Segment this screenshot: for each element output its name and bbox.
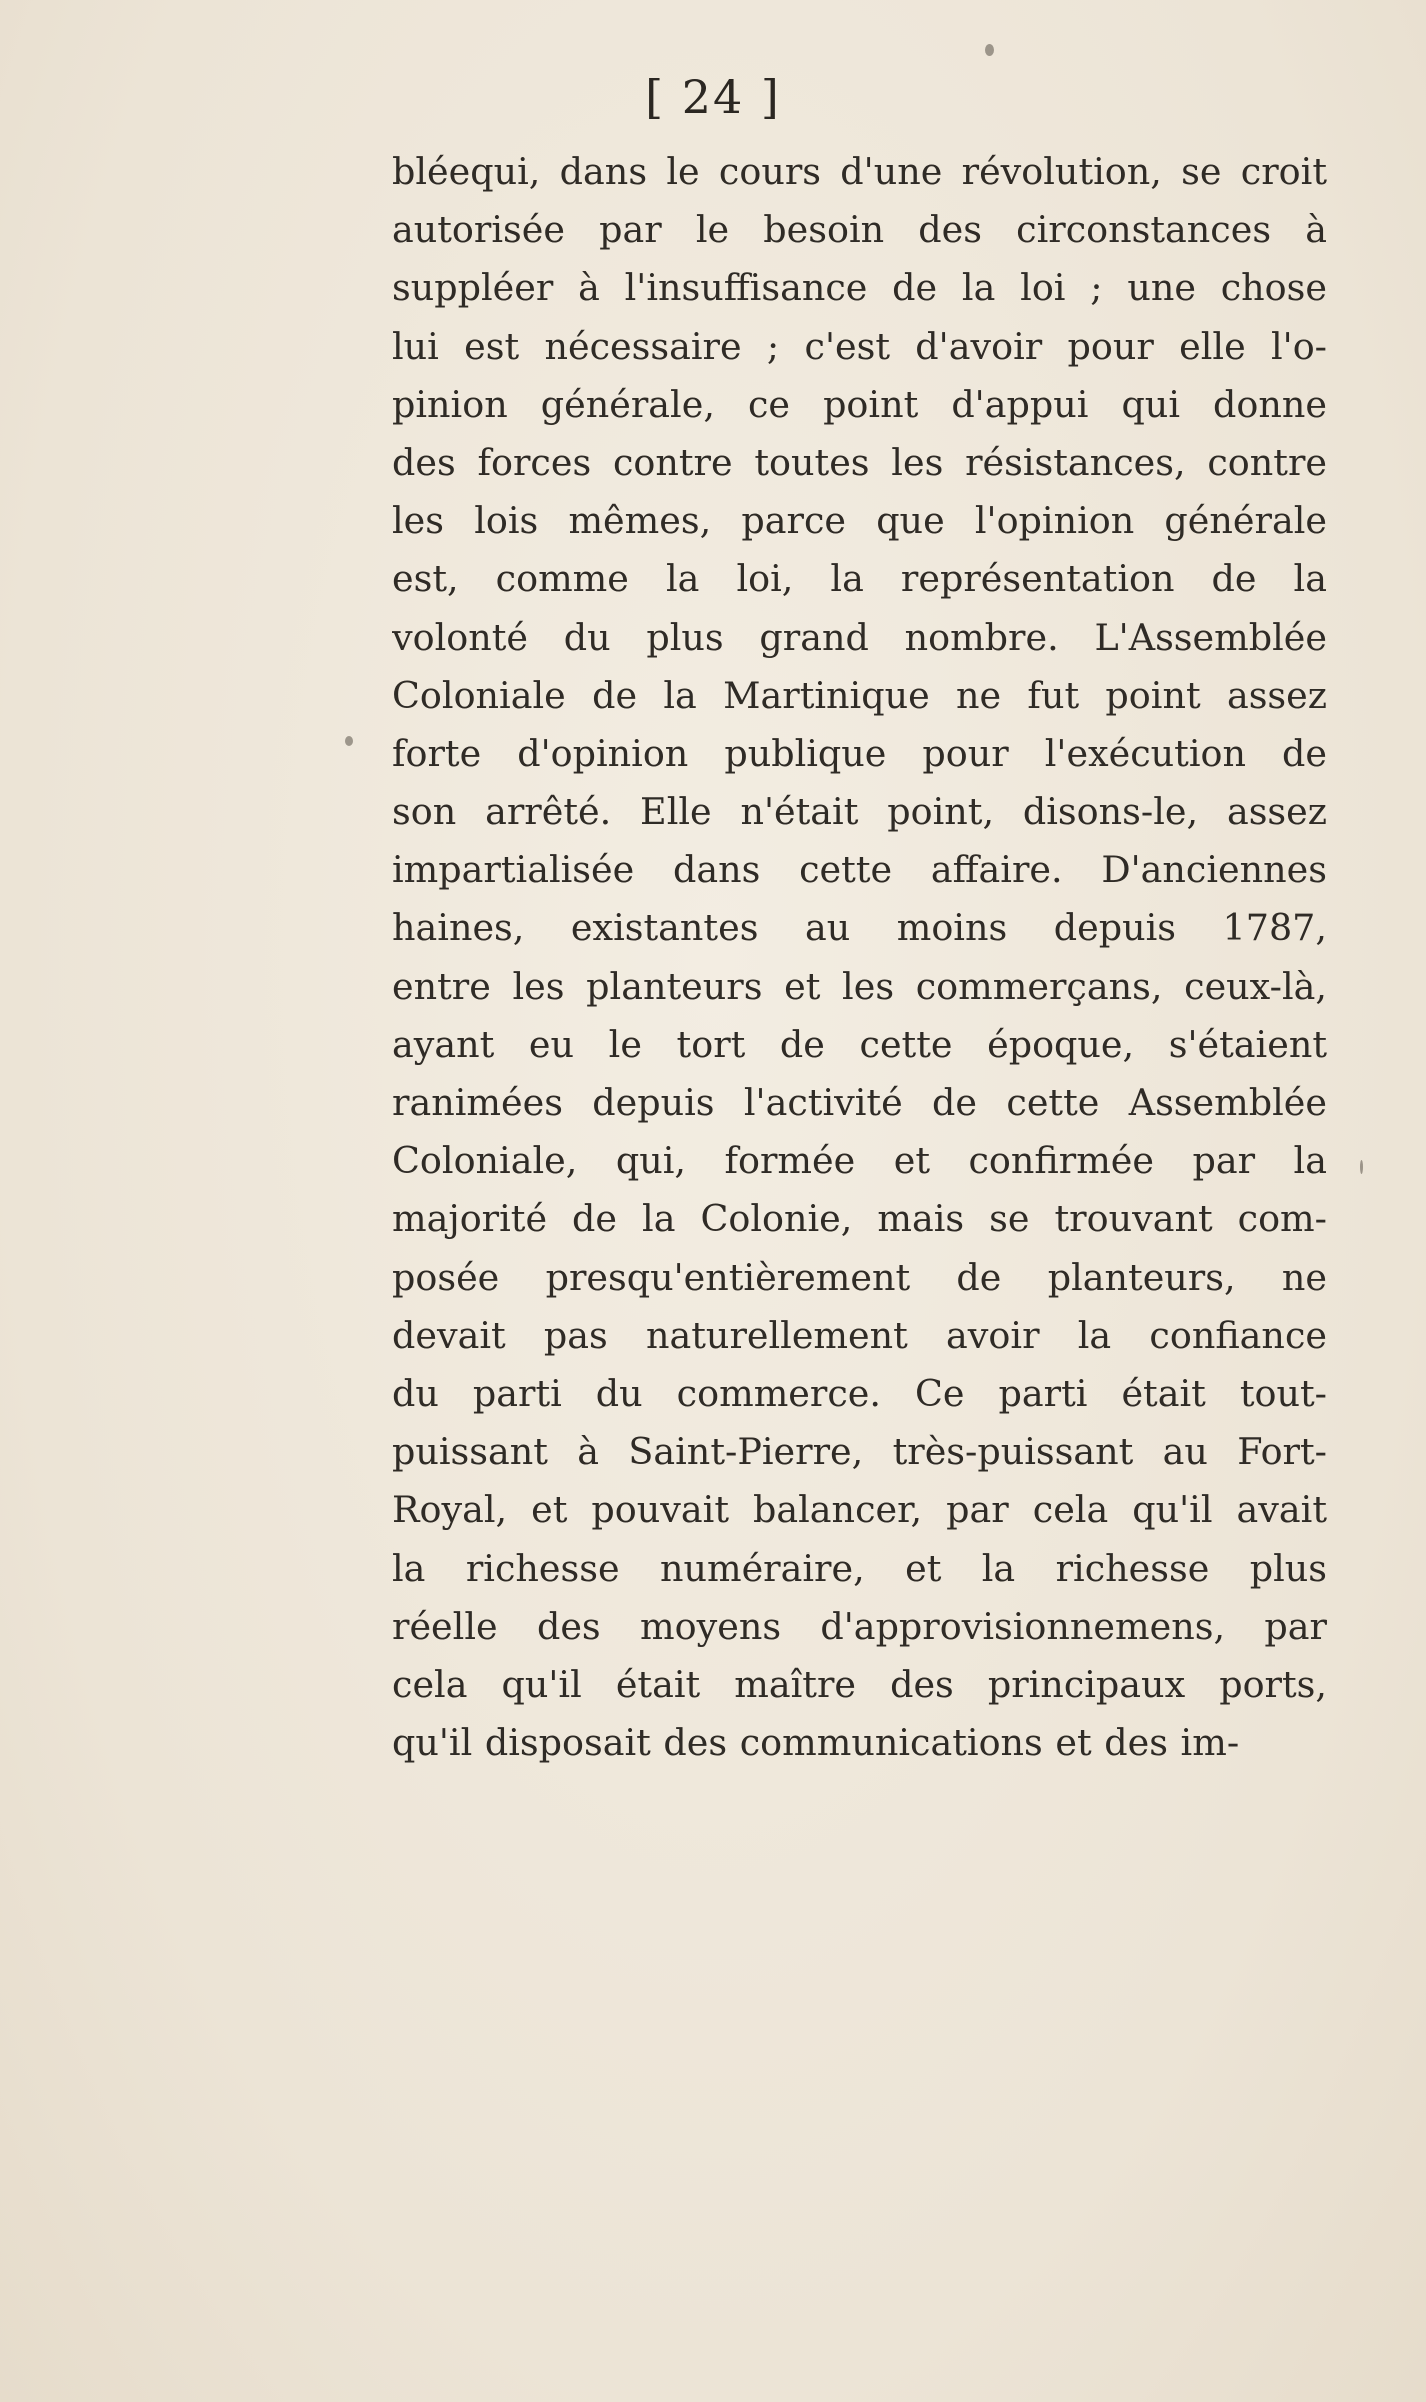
- text-line: posée presqu'entièrement de planteurs, ne: [392, 1255, 1327, 1299]
- ink-speck: [985, 44, 994, 56]
- text-line: majorité de la Colonie, mais se trouvant com-: [392, 1197, 1327, 1241]
- text-line: est, comme la loi, la représentation de la: [392, 557, 1327, 601]
- text-line: Royal, et pouvait balancer, par cela qu'il avait: [392, 1488, 1327, 1532]
- text-line: autorisée par le besoin des circonstances à: [392, 208, 1327, 252]
- text-line: du parti du commerce. Ce parti était tout-: [392, 1371, 1327, 1415]
- text-line: ayant eu le tort de cette époque, s'étaient: [392, 1022, 1327, 1066]
- text-line: devait pas naturellement avoir la confiance: [392, 1313, 1327, 1357]
- text-line: puissant à Saint-Pierre, très-puissant au Fort-: [392, 1430, 1327, 1474]
- text-line: la richesse numéraire, et la richesse plus: [392, 1546, 1327, 1590]
- text-line: pinion générale, ce point d'appui qui donne: [392, 382, 1327, 426]
- text-line: volonté du plus grand nombre. L'Assemblée: [392, 615, 1327, 659]
- ink-speck: [1360, 1160, 1363, 1174]
- text-line: les lois mêmes, parce que l'opinion générale: [392, 499, 1327, 543]
- text-line: Coloniale, qui, formée et confirmée par la: [392, 1139, 1327, 1183]
- text-line: bléequi, dans le cours d'une révolution, se croit: [392, 150, 1327, 193]
- text-line: ranimées depuis l'activité de cette Assemblée: [392, 1081, 1327, 1124]
- text-line: entre les planteurs et les commerçans, ceux-là,: [392, 964, 1327, 1008]
- body-text: [392, 143, 1327, 1772]
- ink-speck: [345, 736, 353, 746]
- text-line: Coloniale de la Martinique ne fut point assez: [392, 673, 1327, 717]
- text-line: suppléer à l'insuffisance de la loi ; une chose: [392, 266, 1327, 310]
- text-line: qu'il disposait des communications et des im-: [392, 1721, 1240, 1765]
- text-line: lui est nécessaire ; c'est d'avoir pour elle l'o-: [392, 324, 1327, 368]
- text-line: cela qu'il était maître des principaux ports,: [392, 1662, 1327, 1706]
- text-line: réelle des moyens d'approvisionnemens, par: [392, 1604, 1327, 1648]
- text-line: forte d'opinion publique pour l'exécution de: [392, 731, 1327, 775]
- text-line: haines, existantes au moins depuis 1787,: [392, 906, 1327, 950]
- text-line: des forces contre toutes les résistances, contre: [392, 440, 1327, 484]
- page-number: [ 24 ]: [645, 70, 781, 124]
- text-line: son arrêté. Elle n'était point, disons-le, assez: [392, 790, 1327, 834]
- text-line: impartialisée dans cette affaire. D'anciennes: [392, 848, 1327, 892]
